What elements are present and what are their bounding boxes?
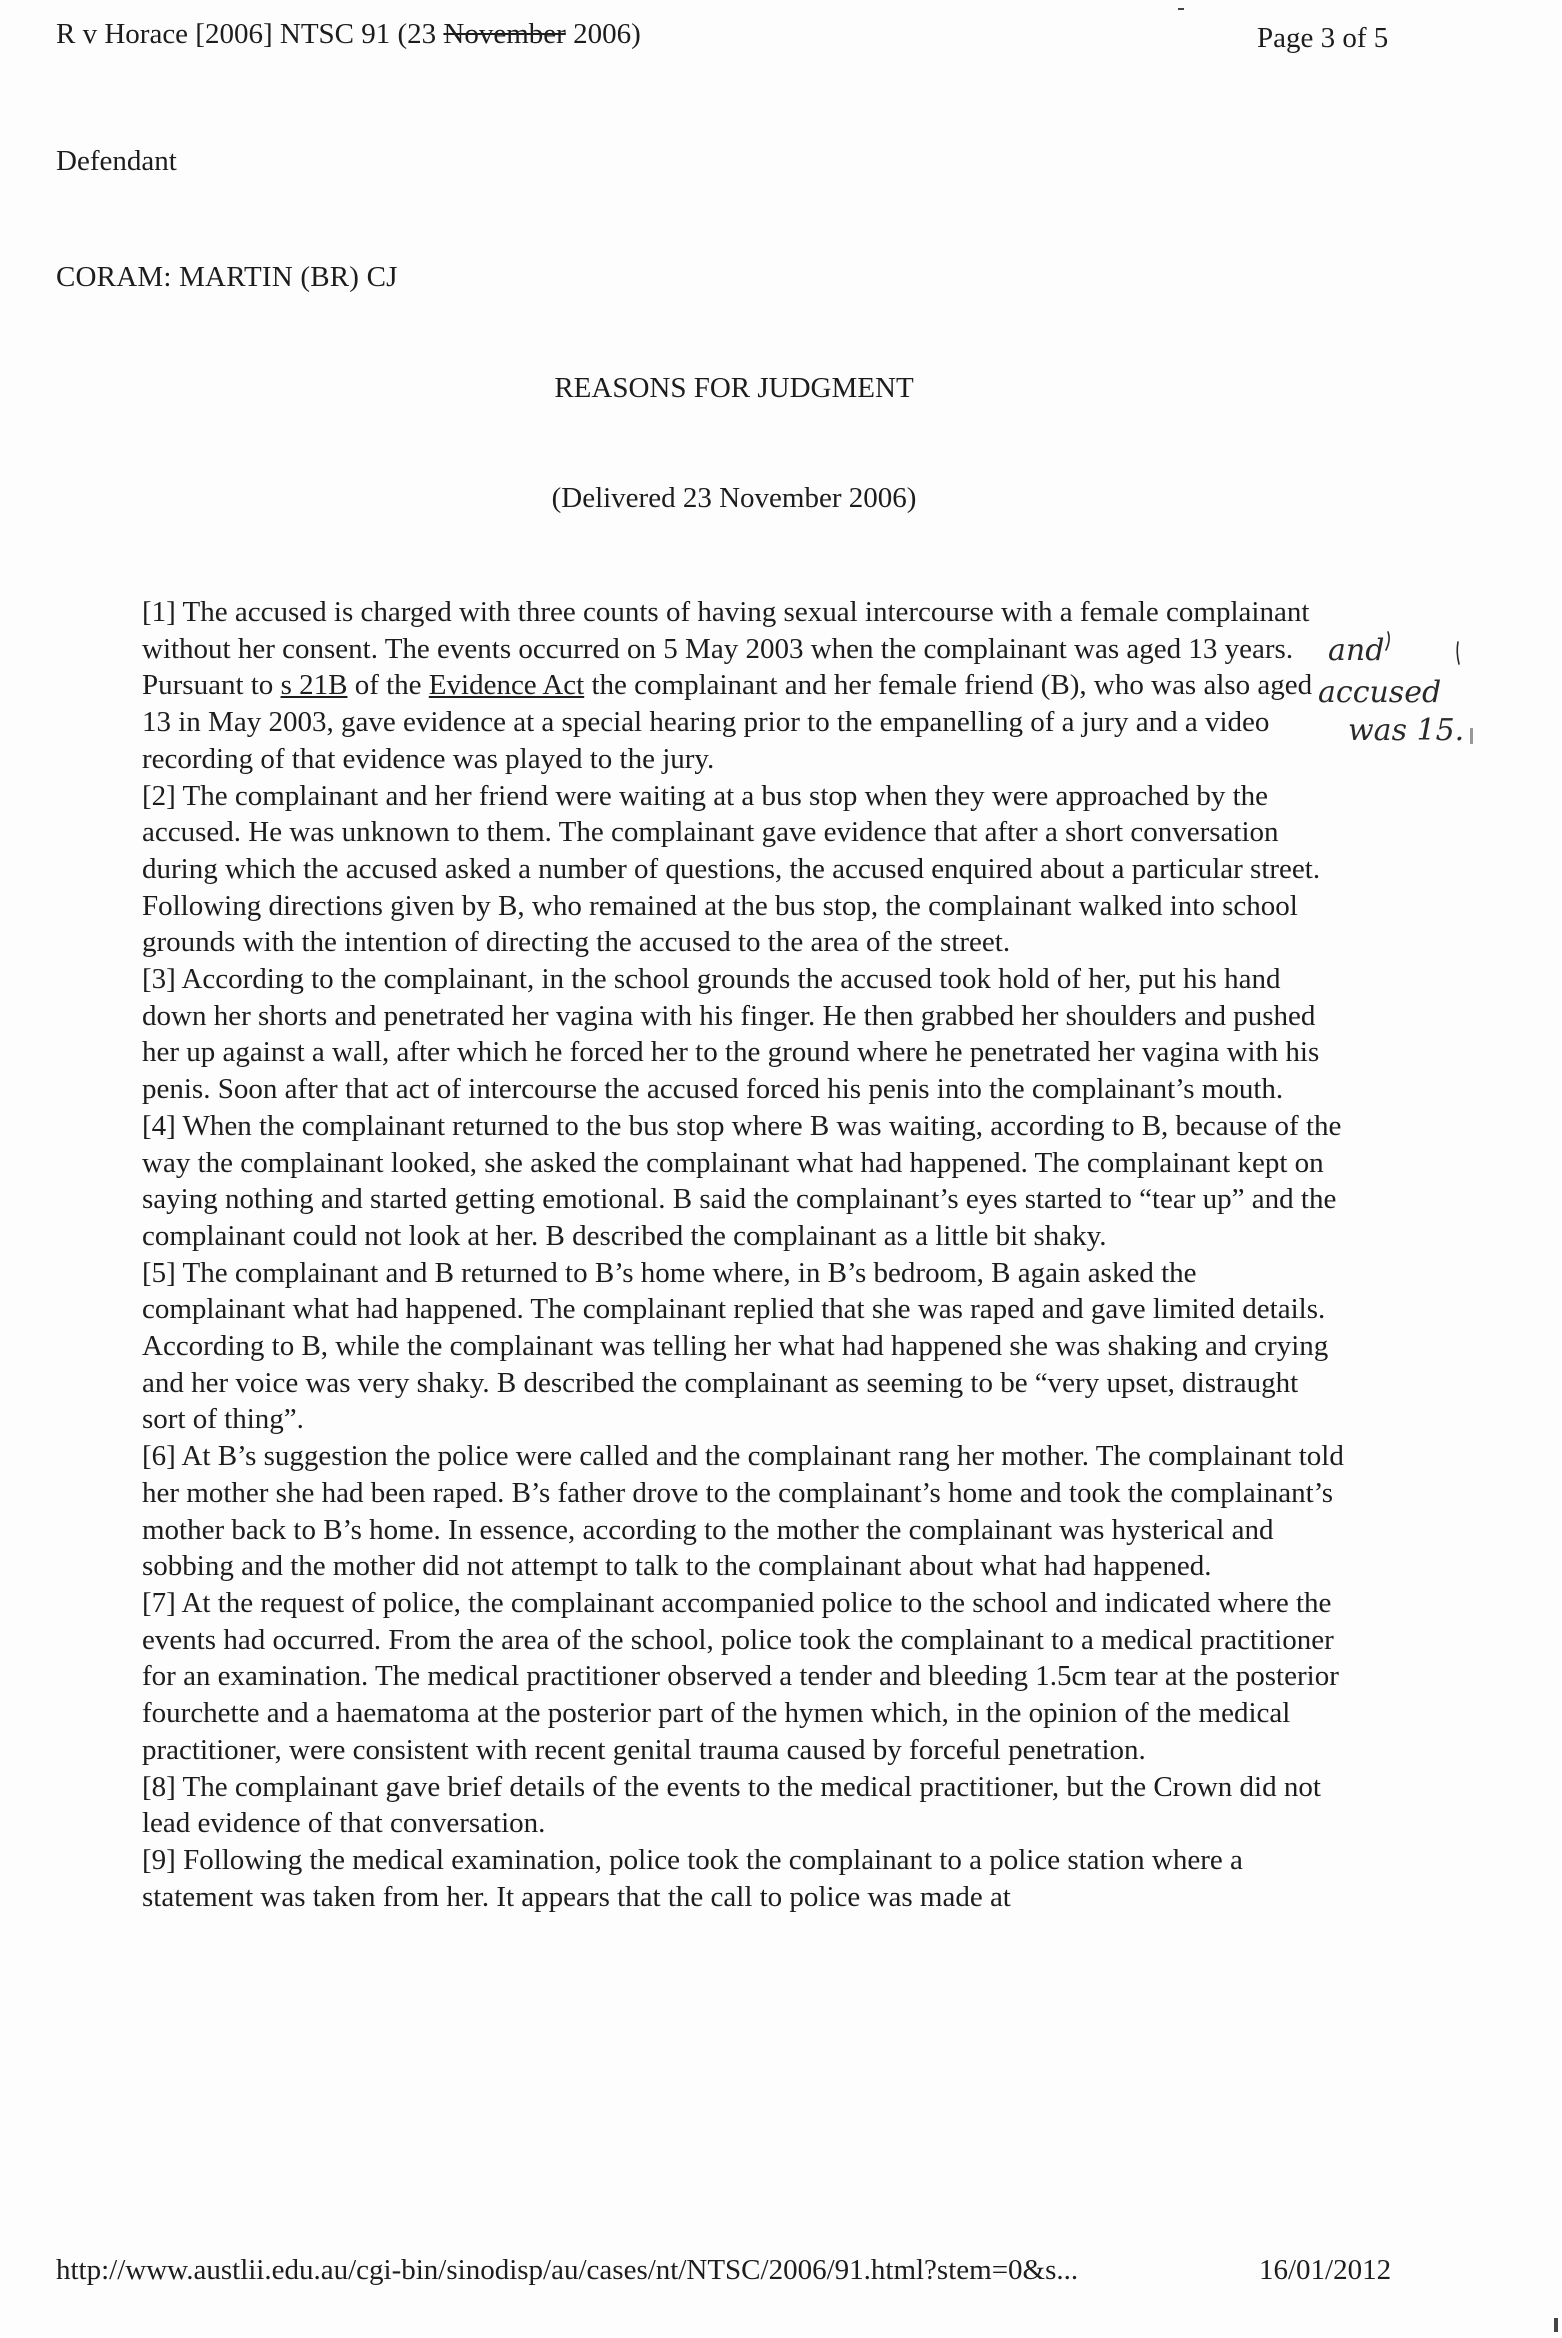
source-url: http://www.austlii.edu.au/cgi-bin/sinodisp/au/cases/nt/NTSC/2006/91.html?stem=0&s... [56, 2254, 1079, 2286]
note-line-3: was 15. [1348, 713, 1465, 748]
paragraph-3: [3] According to the complainant, in the school grounds the accused took hold of her, put his hand down her shorts and penetrated her vagina with his finger. He then grabbed her shoulders and pushed her up against a wall, after which he forced her to the ground where he penetrated her vagina with his penis. Soon after that act of intercourse the accused forced his penis into the complainant’s mouth. [142, 963, 1320, 1106]
scan-speck [1178, 8, 1184, 10]
citation-struck-month: November [443, 18, 566, 50]
paragraph-1 [142, 594, 1347, 778]
paragraph-6: [6] At B’s suggestion the police were called and the complainant rang her mother. The complainant told her mother she had been raped. B’s father drove to the complainant’s home and took the complainant’s mother back to B’s home. In essence, according to the mother the complainant was hysterical and sobbing and the mother did not attempt to talk to the complainant about what had happened. [142, 1440, 1344, 1583]
paragraph-5: [5] The complainant and B returned to B’s home where, in B’s bedroom, B again asked the complainant what had happened. The complainant replied that she was raped and gave limited details. According to B, while the complainant was telling her what had happened she was shaking and crying and her voice was very shaky. B described the complainant as seeming to be “very upset, distraught sort of thing”. [142, 1256, 1329, 1436]
delivered-date: (Delivered 23 November 2006) [551, 482, 917, 514]
paragraph-2: [2] The complainant and her friend were waiting at a bus stop when they were approached by the accused. He was unknown to them. The complainant gave evidence that after a short conversation during which the accused asked a number of questions, the accused enquired about a particular street. Following directions given by B, who remained at the bus stop, the complainant walked into school grounds with the intention of directing the accused to the area of the street. [142, 779, 1321, 959]
print-date: 16/01/2012 [1259, 2254, 1392, 2286]
paragraph-7: [7] At the request of police, the complainant accompanied police to the school and indicated where the events had occurred. From the area of the school, police took the complainant to a medical practitioner for an examination. The medical practitioner observed a tender and bleeding 1.5cm tear at the posterior fourchette and a haematoma at the posterior part of the hymen which, in the opinion of the medical practitioner, were consistent with recent genital trauma caused by forceful penetration. [142, 1586, 1339, 1766]
scan-speck [1554, 2318, 1558, 2332]
citation-text-before: R v Horace [2006] NTSC 91 (23 [56, 18, 444, 50]
coram-line: CORAM: MARTIN (BR) CJ [56, 261, 398, 293]
evidence-act-link[interactable]: Evidence Act [428, 669, 585, 702]
handwritten-annotation [1308, 620, 1508, 770]
paragraph-9: [9] Following the medical examination, police took the complainant to a police station where a statement was taken from her. It appears that the call to police was made at [142, 1843, 1243, 1913]
paragraph-1-text: [1] The accused is charged with three counts of having sexual intercourse with a female complainant without her consent. The events occurred on 5 May 2003 when the complainant was aged 13 years. Pursuant to [142, 596, 1310, 702]
party-label: Defendant [56, 145, 177, 177]
citation-text-after: 2006) [565, 18, 641, 50]
paragraph-1-text-middle: of the [347, 669, 429, 702]
case-citation-header [56, 18, 641, 51]
scan-speck [1470, 728, 1473, 744]
note-line-1: and [1328, 633, 1385, 668]
paragraph-4: [4] When the complainant returned to the bus stop where B was waiting, according to B, because of the way the complainant looked, she asked the complainant what had happened. The complainant kept on saying nothing and started getting emotional. B said the complainant’s eyes started to “tear up” and the complainant could not look at her. B described the complainant as a little bit shaky. [142, 1109, 1342, 1252]
reasons-heading: REASONS FOR JUDGMENT [554, 372, 914, 404]
section-21b-link[interactable]: s 21B [280, 669, 348, 702]
note-line-2: accused [1318, 675, 1442, 710]
paragraph-8: [8] The complainant gave brief details of the events to the medical practitioner, but the Crown did not lead evidence of that conversation. [142, 1770, 1321, 1840]
page-number: Page 3 of 5 [1257, 22, 1389, 54]
paragraph-1-text-end: the complainant and her female friend (B), who was also aged 13 in May 2003, gave evidence at a special hearing prior to the empanelling of a jury and a video recording of that evidence was played to the jury. [142, 669, 1313, 775]
judgment-body [142, 594, 1347, 1915]
